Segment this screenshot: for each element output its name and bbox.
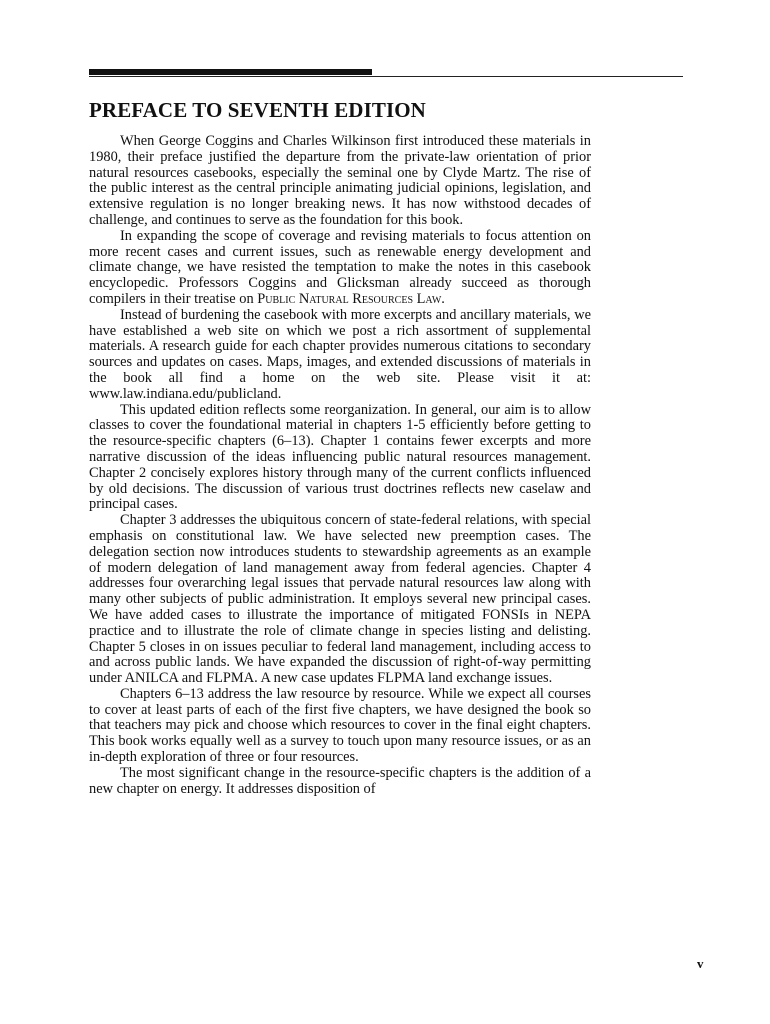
paragraph-2-text: In expanding the scope of coverage and revising materials to focus attention on more recent cases and current issues, such as renewable energy development and climate change, we have resisted the temptation to make the notes in this casebook encyclopedic. Professors Coggins and Glicksman already succeed as thorough compilers in their treatise on [89, 227, 591, 307]
paragraph-6: Chapters 6–13 address the law resource by resource. While we expect all courses to cover at least parts of each of the first five chapters, we have designed the book so that teachers may pick and choose which resources to cover in the final eight chapters. This book works equally well as a survey to touch upon many resource issues, or as an in-depth exploration of three or four resources. [89, 685, 591, 766]
paragraph-3: Instead of burdening the casebook with more excerpts and ancillary materials, we have established a web site on which we post a rich assortment of supplemental materials. A research guide for each chapter provides numerous citations to secondary sources and updates on cases. Maps, images, and extended discussions of materials in the book all find a home on the web site. Please visit it at: www.law.indiana.edu/publicland. [89, 306, 591, 402]
page-number: v [697, 956, 704, 971]
paragraph-4: This updated edition reflects some reorganization. In general, our aim is to allow classes to cover the foundational material in chapters 1-5 efficiently before getting to the resource-specific chapters (6–13). Chapter 1 contains fewer excerpts and more narrative discussion of the ideas influencing public natural resources management. Chapter 2 concisely explores history through many of the current conflicts influenced by old decisions. The discussion of various trust doctrines reflects new caselaw and principal cases. [89, 401, 591, 513]
paragraph-1: When George Coggins and Charles Wilkinson first introduced these materials in 1980, their preface justified the departure from the private-law orientation of prior natural resources casebooks, especially the seminal one by Clyde Martz. The rise of the public interest as the central principle animating judicial opinions, legislation, and extensive regulation is no longer breaking news. It has now withstood decades of challenge, and continues to serve as the foundation for this book. [89, 133, 591, 228]
header-rule-thin [89, 76, 683, 77]
treatise-title: Public Natural Resources Law [257, 290, 442, 307]
paragraph-2 [89, 229, 591, 308]
paragraph-2-end: . [441, 290, 445, 307]
page-title: PREFACE TO SEVENTH EDITION [89, 98, 426, 122]
preface-body [89, 134, 591, 797]
paragraph-7: The most significant change in the resource-specific chapters is the addition of a new chapter on energy. It addresses disposition of [89, 764, 591, 797]
paragraph-5: Chapter 3 addresses the ubiquitous concern of state-federal relations, with special emphasis on constitutional law. We have selected new preemption cases. The delegation section now introduces students to stewardship agreements as an example of modern delegation of land management away from federal agencies. Chapter 4 addresses four overarching legal issues that pervade natural resources law along with many other subjects of public administration. It employs several new principal cases. We have added cases to illustrate the importance of mitigated FONSIs in NEPA practice and to illustrate the role of climate change in species listing and delisting. Chapter 5 closes in on issues peculiar to federal land management, including access to and across public lands. We have expanded the discussion of right-of-way permitting under ANILCA and FLPMA. A new case updates FLPMA land exchange issues. [89, 512, 591, 687]
header-rule-thick [89, 69, 372, 75]
